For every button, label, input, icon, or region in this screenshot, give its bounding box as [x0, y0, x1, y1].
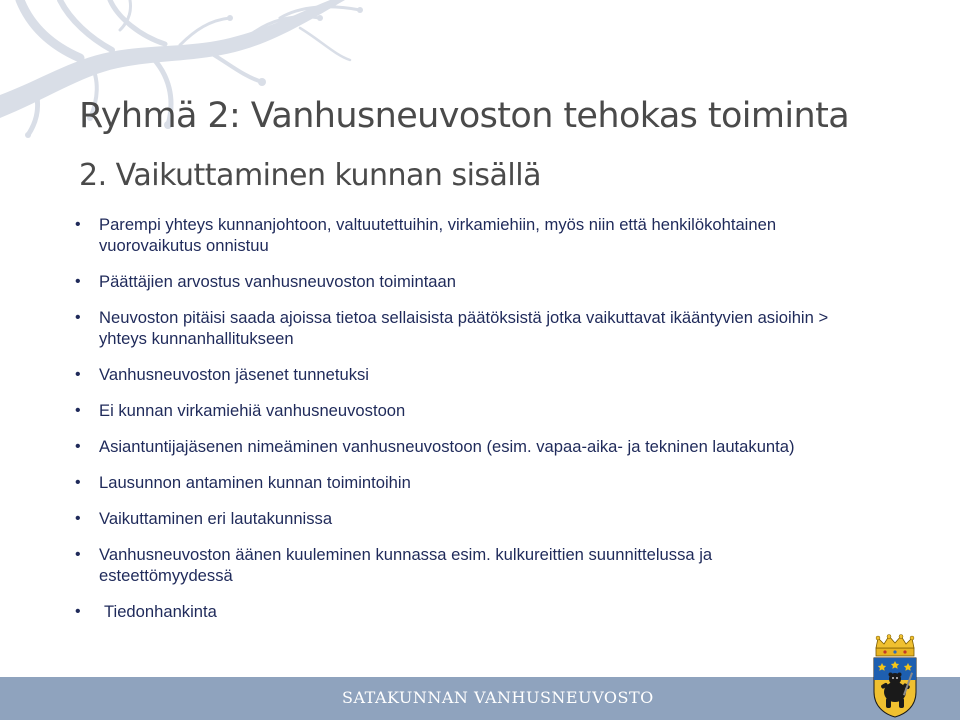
bullet-item: • Vanhusneuvoston äänen kuuleminen kunnassa esim. kulkureittien suunnittelussa ja esteettömyydessä	[99, 544, 834, 586]
bullet-item: • Päättäjien arvostus vanhusneuvoston toimintaan	[99, 271, 834, 292]
satakunta-coat-of-arms-icon	[868, 634, 922, 718]
bullet-item: • Vanhusneuvoston jäsenet tunnetuksi	[99, 364, 834, 385]
bullet-item: • Lausunnon antaminen kunnan toimintoihin	[99, 472, 834, 493]
footer-bar	[0, 677, 960, 720]
bullet-item: • Parempi yhteys kunnanjohtoon, valtuutettuihin, virkamiehiin, myös niin että henkilökohtainen vuorovaikutus onnistuu	[99, 214, 834, 256]
slide-title: Ryhmä 2: Vanhusneuvoston tehokas toiminta	[79, 96, 850, 136]
bullet-list	[99, 214, 834, 637]
bullet-item: • Ei kunnan virkamiehiä vanhusneuvostoon	[99, 400, 834, 421]
footer-title: SATAKUNNAN VANHUSNEUVOSTO	[342, 688, 654, 707]
crown-icon	[876, 635, 914, 657]
slide-subtitle: 2. Vaikuttaminen kunnan sisällä	[79, 158, 541, 193]
bullet-item: • Vaikuttaminen eri lautakunnissa	[99, 508, 834, 529]
bullet-item: • Tiedonhankinta	[99, 601, 834, 622]
bullet-item: • Neuvoston pitäisi saada ajoissa tietoa sellaisista päätöksistä jotka vaikuttavat ikääntyvien asioihin > yhteys kunnanhallitukseen	[99, 307, 834, 349]
bullet-item: • Asiantuntijajäsenen nimeäminen vanhusneuvostoon (esim. vapaa-aika- ja tekninen lautakunta)	[99, 436, 834, 457]
